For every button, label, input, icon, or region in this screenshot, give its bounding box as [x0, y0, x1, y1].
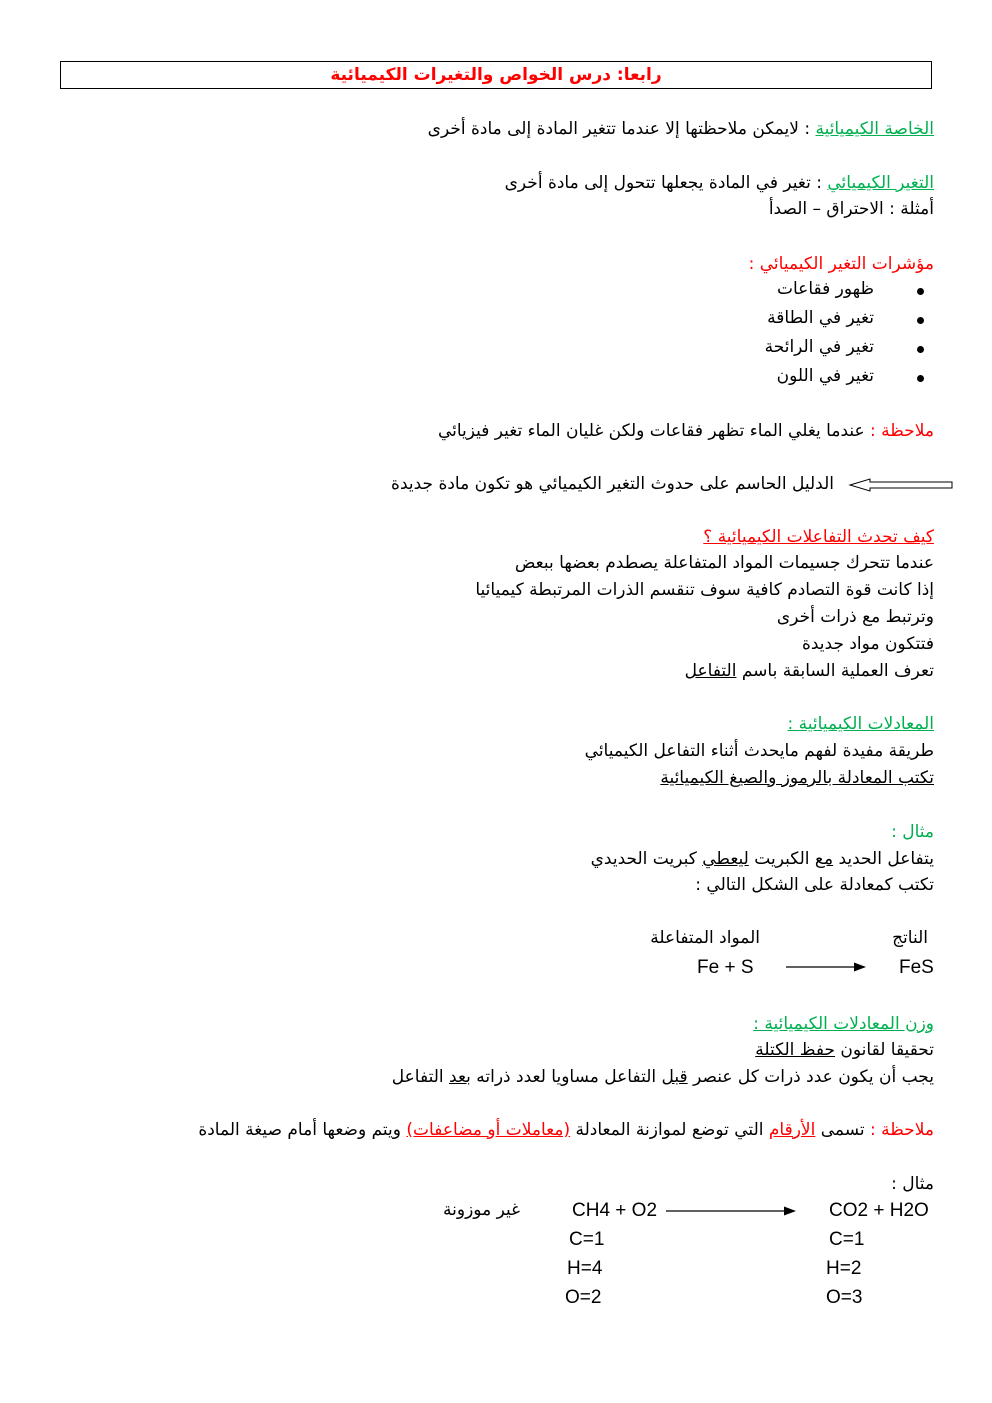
- note1-label: ملاحظة :: [870, 421, 934, 441]
- balancing-line2: يجب أن يكون عدد ذرات كل عنصر قبل التفاعل مساويا لعدد ذراته بعد التفاعل: [391, 1067, 934, 1087]
- how-reactions-line: عندما تتحرك جسيمات المواد المتفاعلة يصطدم بعضها ببعض: [514, 553, 934, 573]
- product-count: H=2: [826, 1258, 862, 1279]
- unbalanced-status: غير موزونة: [443, 1200, 520, 1220]
- indicator-item: تغير في الرائحة: [765, 337, 874, 357]
- bullet-icon: [917, 288, 924, 295]
- equations-line1: طريقة مفيدة لفهم مايحدث أثناء التفاعل الكيميائي: [584, 741, 934, 761]
- indicator-item: تغير في اللون: [777, 366, 874, 386]
- reaction-arrow-icon: [666, 1205, 798, 1217]
- example1-heading: مثال :: [891, 822, 934, 842]
- reactant-count: H=4: [567, 1258, 603, 1279]
- balancing-heading: وزن المعادلات الكيميائية :: [753, 1014, 934, 1034]
- example2-products: CO2 + H2O: [829, 1200, 929, 1221]
- product-label: الناتج: [892, 928, 928, 948]
- equations-line2: تكتب المعادلة بالرموز والصيغ الكيميائية: [660, 768, 934, 788]
- equations-heading: المعادلات الكيميائية :: [787, 714, 934, 734]
- chemical-change-term: التغير الكيميائي: [827, 173, 934, 193]
- reaction-arrow-icon: [786, 961, 868, 973]
- lesson-title: رابعا: درس الخواص والتغيرات الكيميائية: [60, 61, 932, 89]
- note1-line: [438, 419, 934, 443]
- how-reactions-line: إذا كانت قوة التصادم كافية سوف تنقسم الذرات المرتبطة كيميائيا: [475, 580, 934, 600]
- note2-line: ملاحظة : تسمى الأرقام التي توضع لموازنة المعادلة (معاملات أو مضاعفات) ويتم وضعها أمام صيغة المادة: [198, 1120, 934, 1140]
- reactant-count: O=2: [565, 1287, 602, 1308]
- note1-text: عندما يغلي الماء تظهر فقاعات ولكن غليان الماء تغير فيزيائي: [437, 421, 871, 441]
- how-reactions-heading: كيف تحدث التفاعلات الكيميائية ؟: [703, 527, 934, 547]
- example1-line2: تكتب كمعادلة على الشكل التالي :: [695, 875, 934, 895]
- reactants-label: المواد المتفاعلة: [650, 928, 760, 948]
- indicator-item: تغير في الطاقة: [767, 308, 874, 328]
- example2-reactants: CH4 + O2: [572, 1200, 658, 1221]
- chemical-property-term: الخاصة الكيميائية: [815, 119, 934, 139]
- how-reactions-last-line: تعرف العملية السابقة باسم التفاعل: [684, 661, 934, 681]
- balancing-line1: تحقيقا لقانون حفظ الكتلة: [755, 1040, 934, 1060]
- example2-heading: مثال :: [891, 1174, 934, 1194]
- reactants-formula: Fe + S: [697, 957, 754, 978]
- chemical-change-definition: : تغير في المادة يجعلها تتحول إلى مادة أخرى: [504, 173, 828, 193]
- hollow-arrow-icon: [848, 477, 956, 493]
- product-count: C=1: [829, 1229, 865, 1250]
- chemical-change-line: [505, 171, 934, 195]
- product-count: O=3: [826, 1287, 863, 1308]
- chemical-property-definition: : لايمكن ملاحظتها إلا عندما تتغير المادة إلى مادة أخرى: [427, 119, 816, 139]
- bullet-icon: [917, 346, 924, 353]
- chemical-property-line: [428, 117, 934, 141]
- reactant-count: C=1: [569, 1229, 605, 1250]
- indicator-item: ظهور فقاعات: [777, 279, 874, 299]
- indicators-heading: مؤشرات التغير الكيميائي :: [748, 254, 934, 274]
- product-formula: FeS: [899, 957, 934, 978]
- bullet-icon: [917, 317, 924, 324]
- how-reactions-line: فتتكون مواد جديدة: [801, 634, 934, 654]
- how-reactions-line: وترتبط مع ذرات أخرى: [776, 607, 934, 627]
- chemical-change-examples: أمثلة : الاحتراق – الصدأ: [768, 199, 934, 219]
- reaction-term: التفاعل: [684, 661, 737, 681]
- evidence-text: الدليل الحاسم على حدوث التغير الكيميائي هو تكون مادة جديدة: [391, 474, 834, 494]
- bullet-icon: [917, 375, 924, 382]
- example1-line1: يتفاعل الحديد مع الكبريت ليعطي كبريت الحديدي: [590, 849, 934, 869]
